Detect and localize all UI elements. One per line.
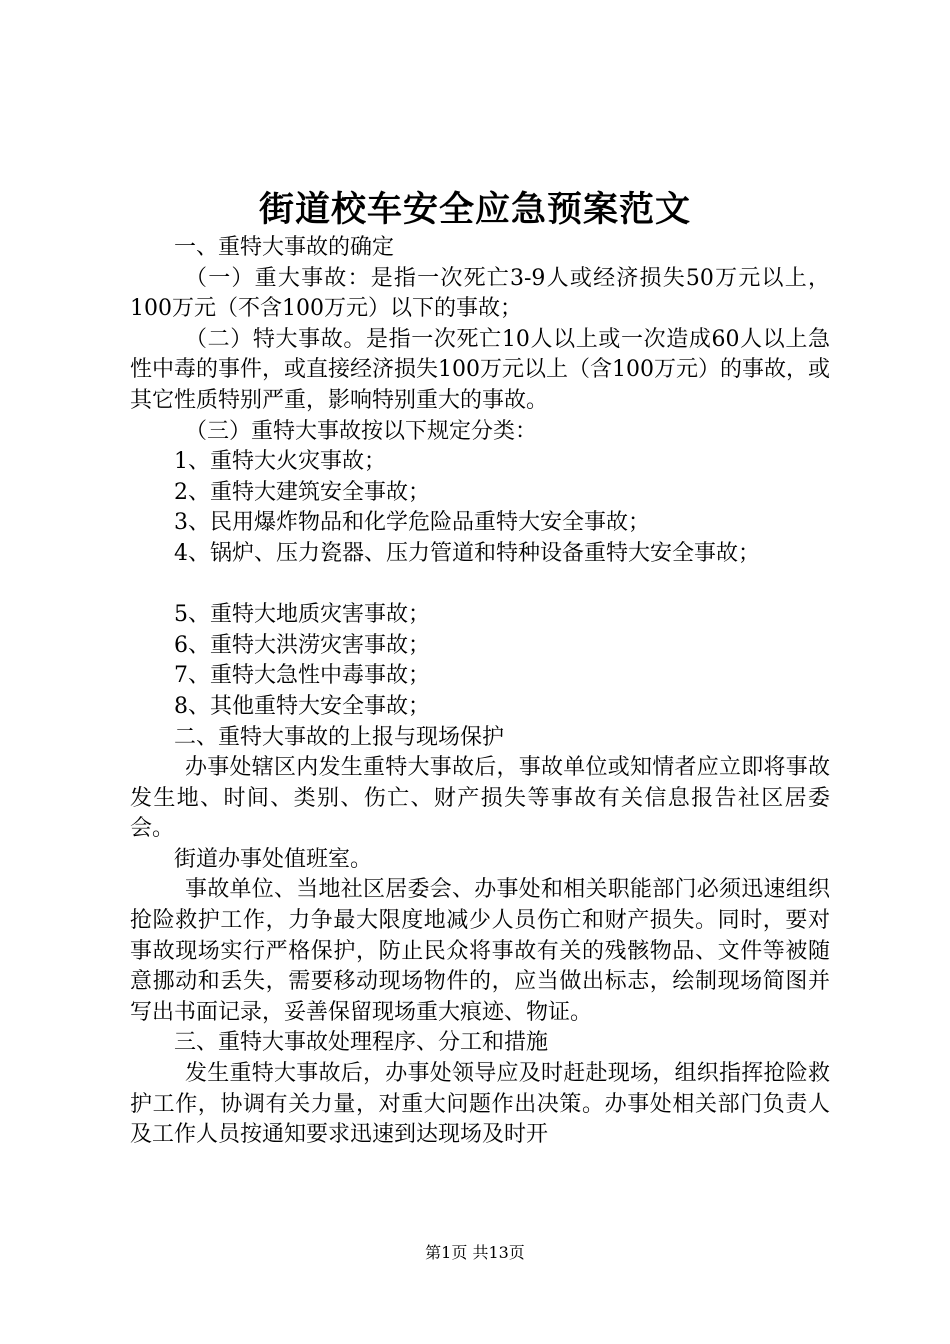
document-body: [130, 233, 830, 1151]
list-item: 5、重特大地质灾害事故；: [174, 602, 430, 628]
section-heading-3: 三、重特大事故处理程序、分工和措施: [174, 1030, 549, 1056]
paragraph-scene-protection: 事故单位、当地社区居委会、办事处和相关职能部门必须迅速组织抢险救护工作，力争最大限度地减少人员伤亡和财产损失。同时，要对事故现场实行严格保护，防止民众将事故有关的残骸物品、文件等被随意挪动和丢失，需要移动现场物件的，应当做出标志，绘制现场简图并写出书面记录，妥善保留现场重大痕迹、物证。: [130, 877, 830, 1025]
paragraph-procedure: 发生重特大事故后，办事处领导应及时赶赴现场，组织指挥抢险救护工作，协调有关力量，对重大问题作出决策。办事处相关部门负责人及工作人员按通知要求迅速到达现场及时开: [130, 1061, 830, 1148]
section-heading-1: 一、重特大事故的确定: [174, 235, 395, 260]
paragraph-duty-office: 街道办事处值班室。: [174, 846, 373, 872]
paragraph-major-accident: （一）重大事故：是指一次死亡3-9人或经济损失50万元以上，100万元（不含100万元）以下的事故；: [130, 265, 830, 322]
list-item: 3、民用爆炸物品和化学危险品重特大安全事故；: [174, 510, 650, 536]
list-item: 7、重特大急性中毒事故；: [174, 663, 430, 689]
list-item: 1、重特大火灾事故；: [174, 449, 386, 475]
blank-line: [130, 570, 830, 601]
list-item: 8、其他重特大安全事故；: [174, 693, 430, 719]
document-title: 街道校车安全应急预案范文: [258, 189, 691, 230]
paragraph-classification: （三）重特大事故按以下规定分类：: [185, 418, 538, 444]
section-heading-2: 二、重特大事故的上报与现场保护: [174, 724, 505, 750]
list-item: 6、重特大洪涝灾害事故；: [174, 632, 430, 658]
list-item: 4、锅炉、压力瓷器、压力管道和特种设备重特大安全事故；: [174, 540, 760, 566]
list-item: 2、重特大建筑安全事故；: [174, 479, 430, 505]
paragraph-reporting: 办事处辖区内发生重特大事故后，事故单位或知情者应立即将事故发生地、时间、类别、伤亡、财产损失等事故有关信息报告社区居委会。: [130, 755, 830, 842]
page-number: 第1页 共13页: [425, 1243, 525, 1262]
paragraph-extraordinary-accident: （二）特大事故。是指一次死亡10人以上或一次造成60人以上急性中毒的事件，或直接经济损失100万元以上（含100万元）的事故，或其它性质特别严重，影响特别重大的事故。: [130, 326, 830, 413]
